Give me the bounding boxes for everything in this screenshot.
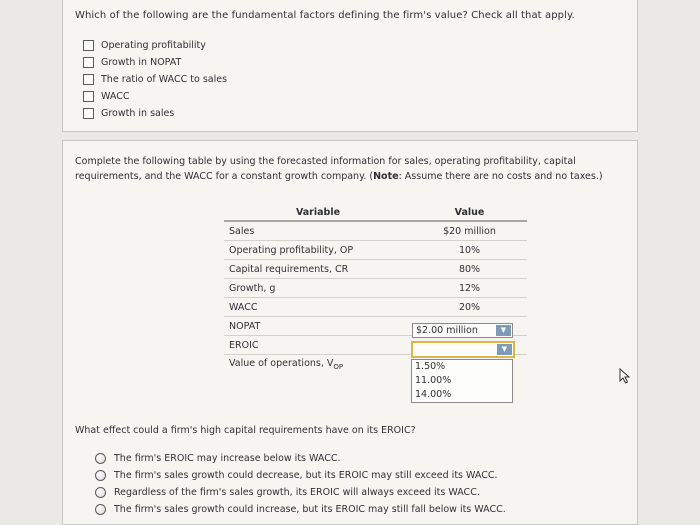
eroic-options-list	[411, 359, 513, 403]
variable-cell: EROIC	[229, 339, 259, 351]
dropdown-option[interactable]: 11.00%	[415, 375, 452, 386]
table-row	[224, 241, 527, 260]
value-cell: 20%	[458, 301, 481, 313]
value-cell: $20 million	[443, 225, 496, 237]
radio-label: The firm's sales growth could increase, but its EROIC may still fall below its WACC.	[114, 504, 506, 515]
question1-options	[83, 37, 227, 122]
dropdown-option[interactable]: 1.50%	[415, 361, 446, 372]
checkbox-option[interactable]	[83, 37, 227, 54]
value-cell: 12%	[458, 282, 481, 294]
radio-option[interactable]	[95, 501, 506, 518]
value-cell: 10%	[458, 244, 481, 256]
chevron-down-icon[interactable]: ▼	[496, 325, 511, 336]
variable-cell	[224, 358, 412, 371]
nopat-dropdown[interactable]	[412, 323, 513, 338]
radio-icon[interactable]	[95, 504, 106, 515]
value-cell: 80%	[458, 263, 481, 275]
checkbox-option[interactable]	[83, 71, 227, 88]
eroic-dropdown[interactable]	[411, 341, 515, 358]
radio-label: The firm's sales growth could decrease, but its EROIC may still exceed its WACC.	[114, 470, 498, 481]
prompt-text: : Assume there are no costs and no taxes.)	[398, 171, 603, 182]
header-value: Value	[454, 207, 485, 218]
table-row	[224, 260, 527, 279]
radio-icon[interactable]	[95, 453, 106, 464]
radio-label: The firm's EROIC may increase below its WACC.	[114, 453, 341, 464]
checkbox-option[interactable]	[83, 54, 227, 71]
mouse-pointer-icon	[619, 368, 631, 384]
radio-option[interactable]	[95, 467, 506, 484]
checkbox-label: Growth in sales	[101, 108, 175, 119]
table-row	[224, 298, 527, 317]
table-row	[224, 279, 527, 298]
radio-option[interactable]	[95, 450, 506, 467]
checkbox-icon[interactable]	[83, 108, 94, 119]
chevron-down-icon[interactable]: ▼	[497, 344, 512, 355]
note-label: Note	[373, 171, 399, 182]
checkbox-option[interactable]	[83, 88, 227, 105]
variable-cell: NOPAT	[229, 320, 261, 332]
radio-icon[interactable]	[95, 487, 106, 498]
checkbox-label: The ratio of WACC to sales	[101, 74, 228, 85]
checkbox-icon[interactable]	[83, 91, 94, 102]
prompt-text: Complete the following table by using the forecasted information for sales, operating profitability, capital requirements, and the WACC for a constant growth company. (	[75, 156, 576, 182]
checkbox-icon[interactable]	[83, 40, 94, 51]
radio-option[interactable]	[95, 484, 506, 501]
radio-icon[interactable]	[95, 470, 106, 481]
question3-prompt: What effect could a firm's high capital requirements have on its EROIC?	[75, 425, 416, 436]
table-header	[224, 205, 527, 222]
variable-cell: Sales	[229, 225, 255, 237]
header-variable: Variable	[295, 207, 341, 218]
vop-label: Value of operations, V	[229, 358, 334, 370]
variable-cell: WACC	[229, 301, 258, 313]
question1-prompt: Which of the following are the fundamental factors defining the firm's value? Check all that apply.	[75, 10, 575, 21]
checkbox-icon[interactable]	[83, 57, 94, 68]
vop-subscript: OP	[333, 362, 344, 371]
checkbox-icon[interactable]	[83, 74, 94, 85]
checkbox-label: Operating profitability	[101, 40, 206, 51]
checkbox-label: Growth in NOPAT	[101, 57, 182, 68]
nopat-selected-value: $2.00 million	[416, 325, 478, 336]
variable-cell: Growth, g	[229, 282, 276, 294]
question1-panel	[62, 0, 638, 132]
dropdown-option[interactable]: 14.00%	[415, 389, 452, 400]
radio-label: Regardless of the firm's sales growth, its EROIC will always exceed its WACC.	[114, 487, 480, 498]
table-row	[224, 222, 527, 241]
variable-cell: Capital requirements, CR	[229, 263, 349, 275]
checkbox-option[interactable]	[83, 105, 227, 122]
variable-cell: Operating profitability, OP	[229, 244, 354, 256]
question2-panel	[62, 140, 638, 525]
question3-options	[95, 450, 506, 518]
question2-prompt	[75, 154, 635, 184]
checkbox-label: WACC	[101, 91, 130, 102]
